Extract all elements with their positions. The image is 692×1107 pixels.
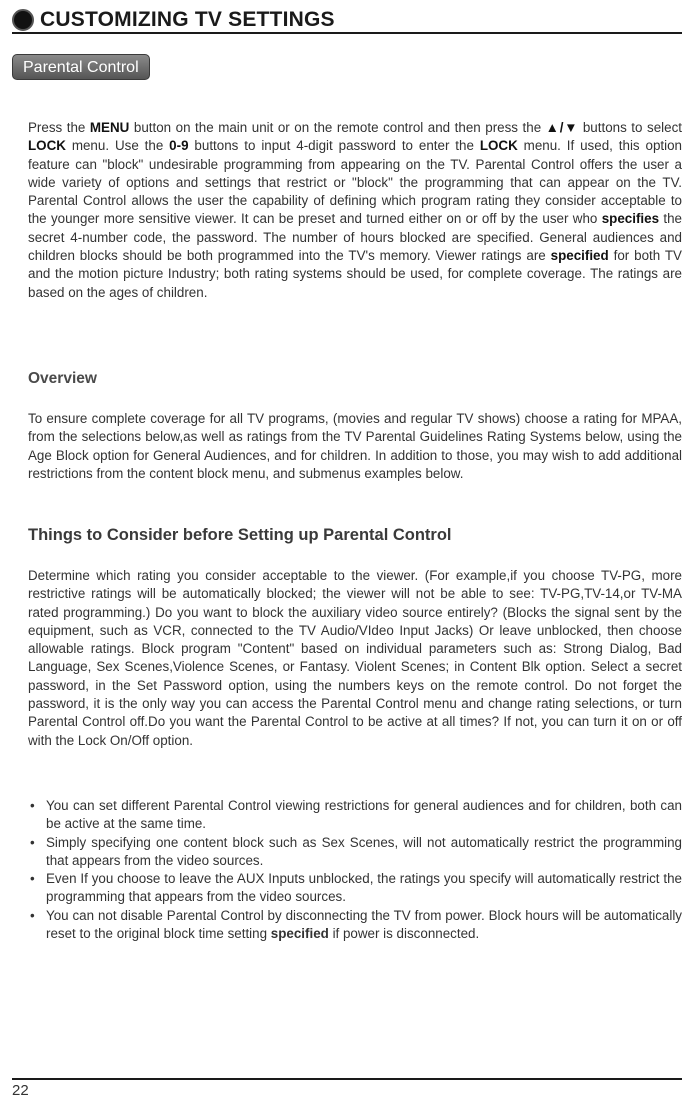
lock-keyword: LOCK (28, 138, 66, 154)
overview-paragraph: To ensure complete coverage for all TV programs, (movies and regular TV shows) choose a rating for MPAA, from the selections below,as well as ratings from the TV Parental Guidelines Rating Systems below, using the Age Block option for General Audiences, and for children. In addition to those, you may wish to add additional restrictions from the content block menu, and submenus examples below. (28, 411, 682, 481)
page-number: 22 (12, 1082, 29, 1099)
page-header (12, 6, 682, 34)
page-title: CUSTOMIZING TV SETTINGS (40, 8, 335, 31)
list-item: • Simply specifying one content block such as Sex Scenes, will not automatically restrict the programming that appears from the video sources. (28, 834, 682, 871)
footer-divider (12, 1078, 682, 1080)
intro-paragraph: Press the MENU button on the main unit or on the remote control and then press the ▲/▼ buttons to select LOCK menu. Use the 0-9 buttons to input 4-digit password to enter the LOCK menu. If used, this option feature can "block" undesirable programming from appearing on the TV. Parental Control offers the user a wide variety of options and settings that restrict or "block" the programming that can appear on the TV. Parental Control allows the user the capability of defining which program rating they consider acceptable to the younger more sensitive viewer. It can be preset and turned either on or off by the user who specifies the secret 4-number code, the password. The number of hours blocked are specified. General audiences and children blocks should be both programmed into the TV's memory. Viewer ratings are specified for both TV and the motion picture Industry; both rating systems should be used, for complete coverage. The ratings are based on the ages of children. (28, 120, 682, 300)
things-to-consider-paragraph: Determine which rating you consider acceptable to the viewer. (For example,if you choose TV-PG, more restrictive ratings will be automatically blocked; the viewer will not be able to see: TV-PG,TV-14,or TV-MA rated programming.) Do you want to block the auxiliary video source entirely? (Blocks the signal sent by the equipment, such as VCR, connected to the TV Audio/VIdeo Input Jacks) Or leave unblocked, then choose allowable ratings. Block program "Content" based on individual parameters such as: Strong Dialog, Bad Language, Sex Scenes,Violence Scenes, or Fantasy. Violent Scenes; in Content Blk option. Select a secret password, in the Set Password option, using the numbers keys on the remote control. Do not forget the password, it is the only way you can access the Parental Control menu and change rating selections, or turn Parental Control off.Do you want the Parental Control to be active at all times? If not, you can turn it on or off with the Lock On/Off option. (28, 568, 682, 748)
things-to-consider-heading: Things to Consider before Setting up Parental Control (28, 526, 452, 544)
lock-keyword: LOCK (479, 138, 518, 154)
section-label-pill: Parental Control (12, 54, 150, 80)
filled-circle-icon (12, 9, 34, 31)
digits-keyword: 0-9 (169, 138, 189, 154)
header-divider (12, 32, 682, 34)
menu-keyword: MENU (89, 120, 130, 135)
bullet-list (28, 797, 682, 943)
list-item: • You can not disable Parental Control by disconnecting the TV from power. Block hours will be automatically reset to the original block time setting specified if power is disconnected. (28, 907, 682, 944)
overview-heading: Overview (28, 370, 97, 387)
list-item: • Even If you choose to leave the AUX Inputs unblocked, the ratings you specify will automatically restrict the programming that appears from the video sources. (28, 870, 682, 907)
specifies-keyword: specifies (601, 211, 660, 227)
up-down-arrows-icon: ▲/▼ (545, 120, 579, 135)
specified-keyword: specified (550, 248, 609, 264)
list-item: • You can set different Parental Control viewing restrictions for general audiences and for children, both can be active at the same time. (28, 797, 682, 834)
